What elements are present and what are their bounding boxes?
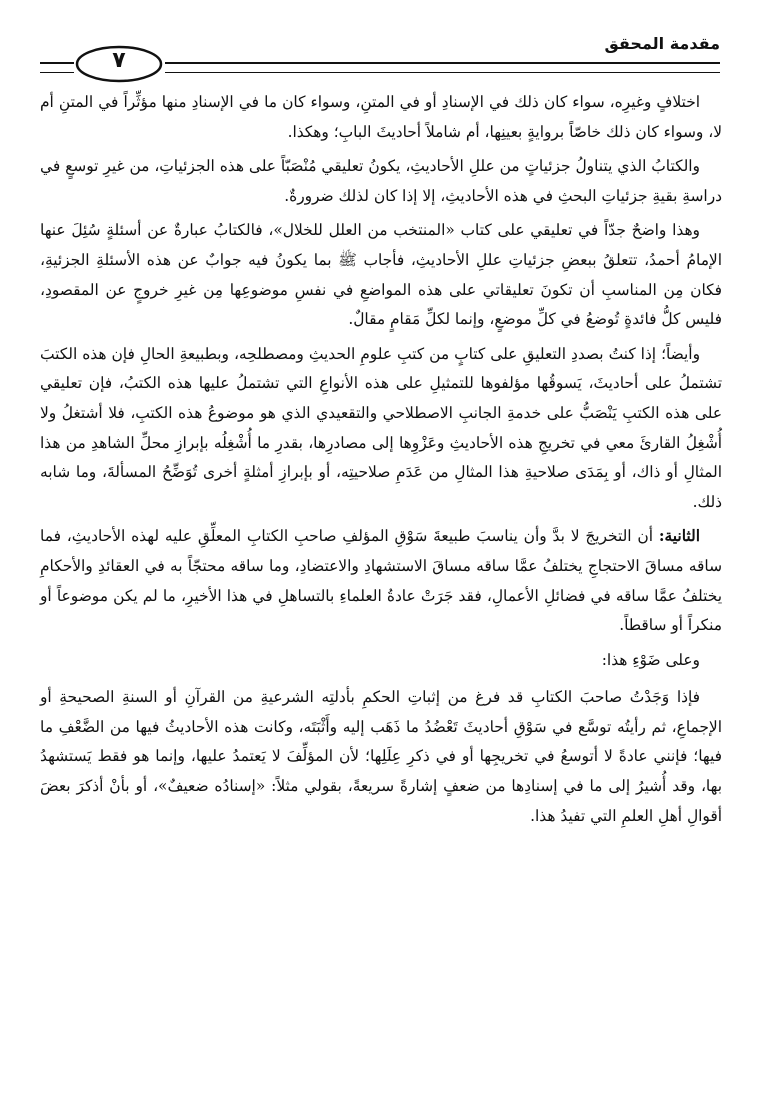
paragraph-5-text: أن التخريجَ لا بدَّ وأن يناسبَ طبيعةَ سَوْقِ المؤلفِ صاحبِ الكتابِ المعلِّقِ عليه لهذه الأحاديثِ، فما ساقه مساقَ الاحتجاجِ يختلفُ عمَّا ساقه مساقَ الاستشهادِ والاعتضادِ، وما ساقه محتجّاً به في العقائدِ والأحكامِ يختلفُ عمَّا ساقه في فضائلِ الأعمالِ، فقد جَرَتْ عادةُ العلماءِ بالتساهلِ في هذا الأخيرِ، ما لم يكن موضوعاً أو منكراً أو ساقطاً. xyxy=(40,527,722,635)
paragraph-5 xyxy=(40,522,722,640)
paragraph-1: اختلافٍ وغيرِه، سواء كان ذلك في الإسنادِ أو في المتنِ، وسواء كان ما في الإسنادِ منها مؤثِّراً في المتنِ أم لا، وسواء كان ذلك خاصّاً بروايةٍ بعينِها، أم شاملاً أحاديثَ البابِ؛ وهكذا. xyxy=(40,93,722,141)
page-header xyxy=(40,30,720,80)
paragraph-5-lead: الثانية: xyxy=(658,527,700,546)
header-rule-left xyxy=(40,62,74,73)
paragraph-2: والكتابُ الذي يتناولُ جزئياتٍ من عللِ الأحاديثِ، يكونُ تعليقي مُنْصَبّاً على هذه الجزئياتِ، من غيرِ توسعٍ في دراسةِ بقيةِ جزئياتِ البحثِ في هذه الأحاديثِ، إلا إذا كان لذلك ضرورةٌ. xyxy=(40,157,722,205)
body-text xyxy=(40,88,722,836)
running-title: مقدمة المحقق xyxy=(604,34,720,53)
paragraph-7: فإذا وَجَدْتُ صاحبَ الكتابِ قد فرغ من إثباتِ الحكمِ بأدلتِه الشرعيةِ من القرآنِ أو السنةِ الصحيحةِ أو الإجماعِ، ثم رأيتُه توسَّع في سَوْقِ أحاديثَ تَعْضُدُ ما ذَهَب إليه وأَثْبَتَه، وكانت هذه الأحاديثُ فيها من الضَّعْفِ ما فيها؛ فإنني عادةً لا أتوسعُ في تخريجِها أو في ذكرِ عِلَلِها؛ لأن المؤلِّفَ لا يَعتمدُ عليها، وإنما هو فقط يَستشهدُ بها، وقد أُشيرُ إلى ما في إسنادِها من ضعفٍ إشارةً سريعةً، بقولي مثلاً: «إسنادُه ضعيفٌ»، أو بأنْ أذكرَ بعضَ أقوالِ أهلِ العلمِ التي تفيدُ هذا. xyxy=(40,688,722,825)
paragraph-6: وعلى ضَوْءِ هذا: xyxy=(601,650,700,669)
paragraph-4: وأيضاً؛ إذا كنتُ بصددِ التعليقِ على كتابٍ من كتبِ علومِ الحديثِ ومصطلحِه، وبطبيعةِ الحالِ فإن هذه الكتبَ تشتملُ على أحاديثَ، يَسوقُها مؤلفوها للتمثيلِ على هذه الأنواعِ التي تشتملُ عليها هذه الكتبُ، فإن تعليقي على هذه الكتبِ يَنْصَبُّ على خدمةِ الجانبِ الاصطلاحي والتقعيدي الذي هو موضوعُ هذه الكتبِ، فلا أشتغلُ ولا أُشْغِلُ القارئَ معي في تخريجِ هذه الأحاديثِ وعَزْوِها إلى مصادرِها، بقدرِ ما أُشْغِلُه بإبرازِ محلِّ الشاهدِ من هذا المثالِ أو ذاك، أو بِمَدَى صلاحيةِ هذا المثالِ من عَدَمِ صلاحيتِه، أو بإبرازِ أمثلةٍ أخرى تُوَضِّحُ المسألةَ، وما شابه ذلك. xyxy=(40,344,722,511)
page-number: ٧ xyxy=(112,48,126,73)
page-number-badge xyxy=(74,44,164,84)
paragraph-3: وهذا واضحٌ جدّاً في تعليقي على كتاب «المنتخب من العلل للخلال»، فالكتابُ عبارةٌ عن أسئلةٍ سُئِلَ عنها الإمامُ أحمدُ، تتعلقُ ببعضِ جزئياتِ عللِ الأحاديثِ، فأجاب ﷺ بما يكونُ فيه جوابٌ عن هذه الأسئلةِ الجزئيةِ، فكان مِن المناسبِ أن تكونَ تعليقاتي على هذه المواضعِ في نفسِ موضوعِها مِن غيرِ خروجٍ عن المقصودِ، فليس كلُّ فائدةٍ تُوضعُ في كلِّ موضعٍ، وإنما لكلِّ مَقامٍ مقالٌ. xyxy=(40,221,722,329)
header-rule xyxy=(165,62,720,73)
